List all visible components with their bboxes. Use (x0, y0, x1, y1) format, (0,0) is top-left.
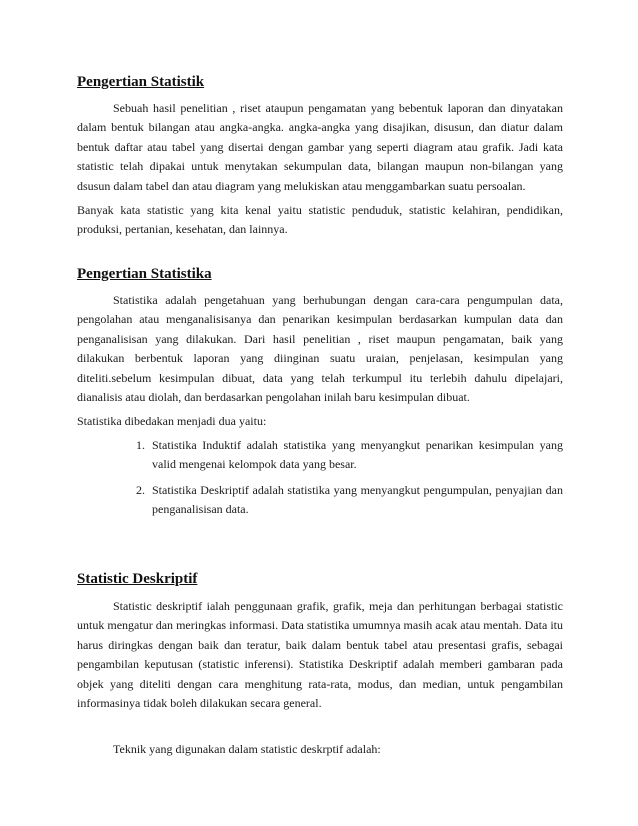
section-pengertian-statistika (77, 265, 563, 525)
section-heading: Pengertian Statistika (77, 266, 212, 282)
section-pengertian-statistik (77, 73, 563, 240)
paragraph: Statistic deskriptif ialah penggunaan grafik, grafik, meja dan perhitungan berbagai statistic untuk mengatur dan meringkas informasi. Data statistika umumnya masih acak atau mentah. Data itu harus diringkas dengan baik dan teratur, baik dalam bentuk tabel atau presentasi grafis, sebagai pengambilan keputusan (statistic inferensi). Statistika Deskriptif adalah memberi gambaran pada objek yang diteliti dengan cara menghitung rata-rata, modus, dan median, untuk pengambilan informasinya tidak boleh dilakukan secara general. (77, 599, 563, 711)
list-item: 2. Statistika Deskriptif adalah statistika yang menyangkut pengumpulan, penyajian dan penganalisisan data. (148, 481, 563, 520)
section-heading: Pengertian Statistik (77, 74, 205, 90)
section-statistic-deskriptif (77, 570, 563, 713)
numbered-list (77, 436, 563, 520)
section-heading: Statistic Deskriptif (77, 571, 198, 587)
paragraph: Statistika adalah pengetahuan yang berhubungan dengan cara-cara pengumpulan data, pengolahan atau menganalisisanya dan penarikan kesimpulan berdasarkan kumpulan data dan penganalisisan yang dilakukan. Dari hasil penelitian , riset maupun pengamatan, baik yang dilakukan berbentuk laporan yang diinginan suatu uraian, penjelasan, kesimpulan yang diteliti.sebelum kesimpulan dibuat, data yang telah terkumpul itu terlebih dahulu dipelajari, dianalisis atau diolah, dan berdasarkan pengolahan inilah baru kesimpulan dibuat. (77, 293, 563, 405)
paragraph: Banyak kata statistic yang kita kenal yaitu statistic penduduk, statistic kelahiran, pendidikan, produksi, pertanian, kesehatan, dan lainnya. (77, 203, 563, 237)
closing-line: Teknik yang digunakan dalam statistic deskrptif adalah: (113, 742, 381, 756)
paragraph: Sebuah hasil penelitian , riset ataupun pengamatan yang bebentuk laporan dan dinyatakan dalam bentuk bilangan atau angka-angka. angka-angka yang disajikan, disusun, dan diatur dalam bentuk daftar atau tabel yang disertai dengan gambar yang seperti diagram atau grafik. Jadi kata statistic telah dipakai untuk menytakan sekumpulan data, bilangan maupun non-bilangan yang dsusun dalam tabel dan atau diagram yang melukiskan atau menggambarkan suatu persoalan. (77, 101, 563, 193)
list-item: 1. Statistika Induktif adalah statistika yang menyangkut penarikan kesimpulan yang valid mengenai kelompok data yang besar. (148, 436, 563, 475)
paragraph: Statistika dibedakan menjadi dua yaitu: (77, 414, 267, 429)
